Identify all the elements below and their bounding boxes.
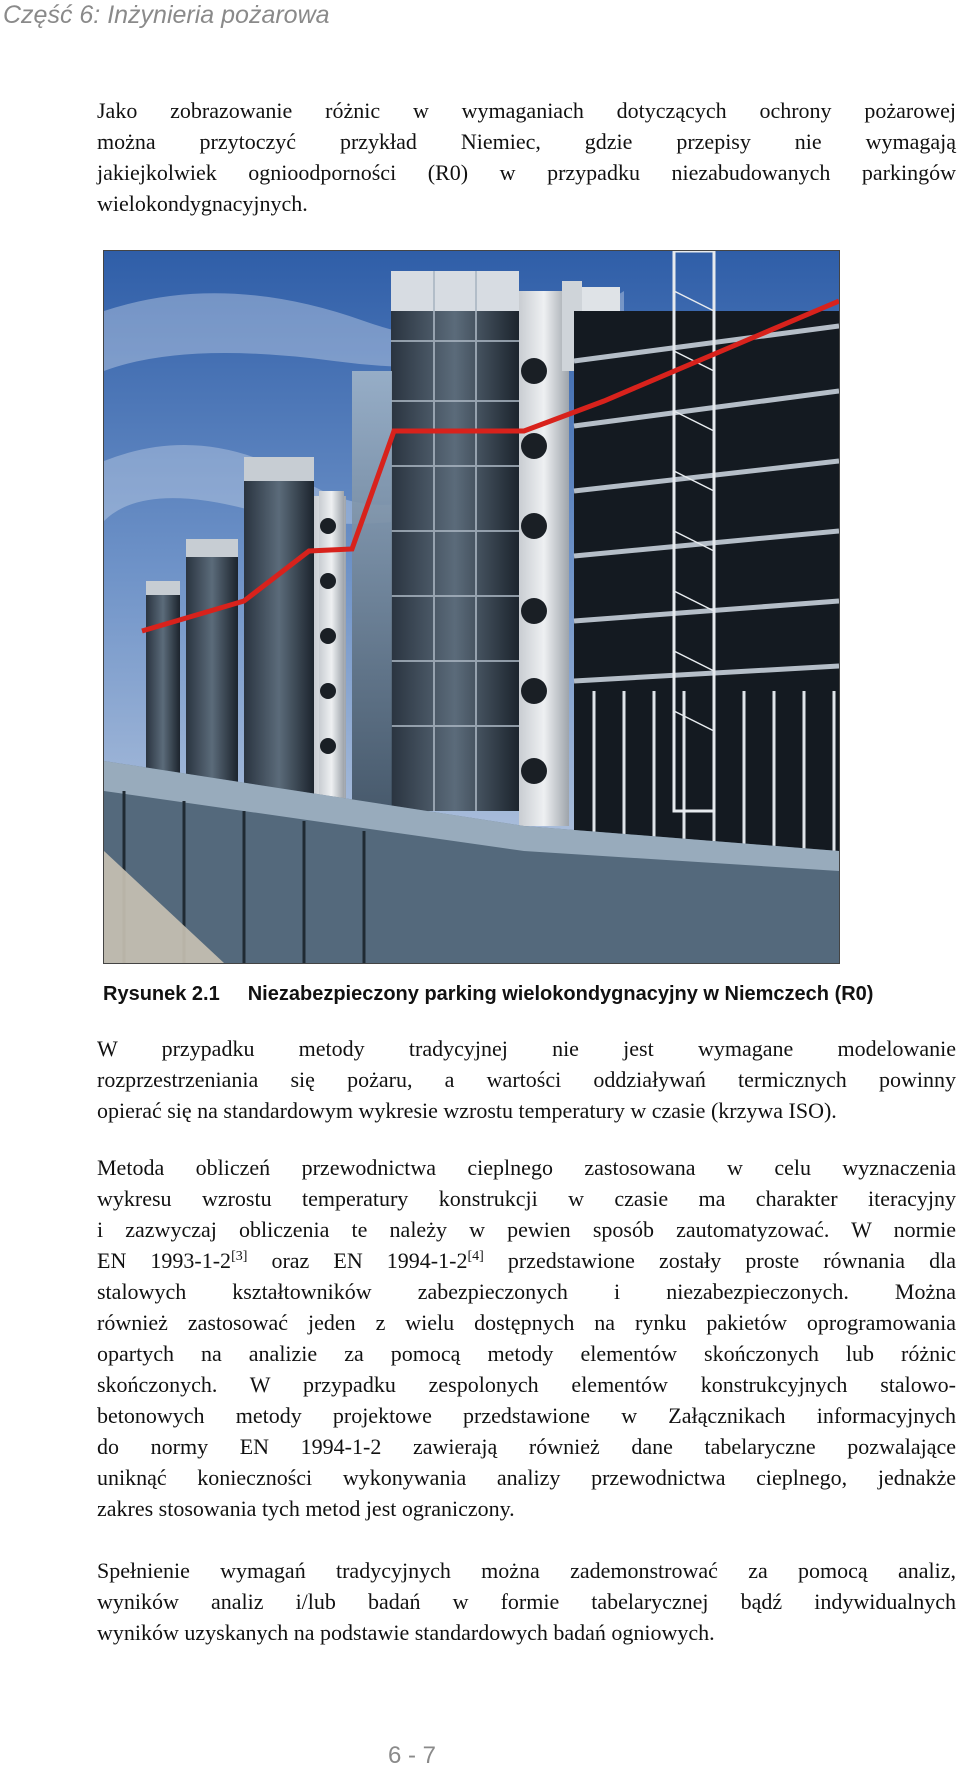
text-line: Spełnienie wymagań tradycyjnych można zademonstrować za pomocą analiz,	[97, 1558, 956, 1583]
text-line: opierać się na standardowym wykresie wzrostu temperatury w czasie (krzywa ISO).	[97, 1098, 837, 1123]
text-line: wielokondygnacyjnych.	[97, 191, 308, 216]
text-line: wyników analiz i/lub badań w formie tabelarycznej bądź indywidualnych	[97, 1589, 956, 1614]
parking-building-photo	[104, 251, 839, 963]
reference-3: [3]	[231, 1249, 248, 1264]
text-fragment: przedstawione zostały proste równania dla	[483, 1248, 957, 1273]
paragraph-traditional-method	[97, 1033, 956, 1126]
reference-4: [4]	[467, 1249, 484, 1264]
text-line: stalowych kształtowników zabezpieczonych i niezabezpieczonych. Można	[97, 1279, 956, 1304]
standard-name: oraz EN 1994-1-2	[247, 1248, 468, 1273]
text-line: wyników uzyskanych na podstawie standardowych badań ogniowych.	[97, 1620, 715, 1645]
text-line: betonowych metody projektowe przedstawione w Załącznikach informacyjnych	[97, 1403, 956, 1428]
text-line: opartych na analizie za pomocą metody elementów skończonych lub różnic	[97, 1341, 956, 1366]
page-number: 6 - 7	[388, 1742, 437, 1769]
text-line: można przytoczyć przykład Niemiec, gdzie przepisy nie wymagają	[97, 129, 956, 154]
text-line: do normy EN 1994-1-2 zawierają również dane tabelaryczne pozwalające	[97, 1434, 956, 1459]
text-line: rozprzestrzeniania się pożaru, a wartości oddziaływań termicznych powinny	[97, 1067, 956, 1092]
text-line: Jako zobrazowanie różnic w wymaganiach dotyczących ochrony pożarowej	[97, 98, 956, 123]
paragraph-fulfilment	[97, 1555, 956, 1648]
caption-title: Niezabezpieczony parking wielokondygnacyjny w Niemczech (R0)	[247, 983, 874, 1005]
standard-name: EN 1993-1-2	[97, 1248, 232, 1273]
text-line: uniknąć konieczności wykonywania analizy przewodnictwa cieplnego, jednakże	[97, 1465, 956, 1490]
running-header: Część 6: Inżynieria pożarowa	[3, 1, 330, 29]
text-line: jakiejkolwiek ognioodporności (R0) w przypadku niezabudowanych parkingów	[97, 160, 956, 185]
caption-label: Rysunek 2.1	[103, 983, 220, 1005]
text-line: i zazwyczaj obliczenia te należy w pewien sposób zautomatyzować. W normie	[97, 1217, 956, 1242]
text-line: Metoda obliczeń przewodnictwa cieplnego zastosowana w celu wyznaczenia	[97, 1155, 956, 1180]
text-line: zakres stosowania tych metod jest ograniczony.	[97, 1496, 515, 1521]
text-line: również zastosować jeden z wielu dostępnych na rynku pakietów oprogramowania	[97, 1310, 956, 1335]
figure-parking-photo	[103, 250, 840, 964]
text-line: skończonych. W przypadku zespolonych elementów konstrukcyjnych stalowo-	[97, 1372, 956, 1397]
text-line: wykresu wzrostu temperatury konstrukcji w czasie ma charakter iteracyjny	[97, 1186, 956, 1211]
paragraph-heat-conduction	[97, 1152, 956, 1524]
paragraph-intro	[97, 95, 956, 219]
figure-caption	[103, 980, 873, 1008]
text-line-with-references	[97, 1245, 956, 1276]
text-line: W przypadku metody tradycyjnej nie jest wymagane modelowanie	[97, 1036, 956, 1061]
